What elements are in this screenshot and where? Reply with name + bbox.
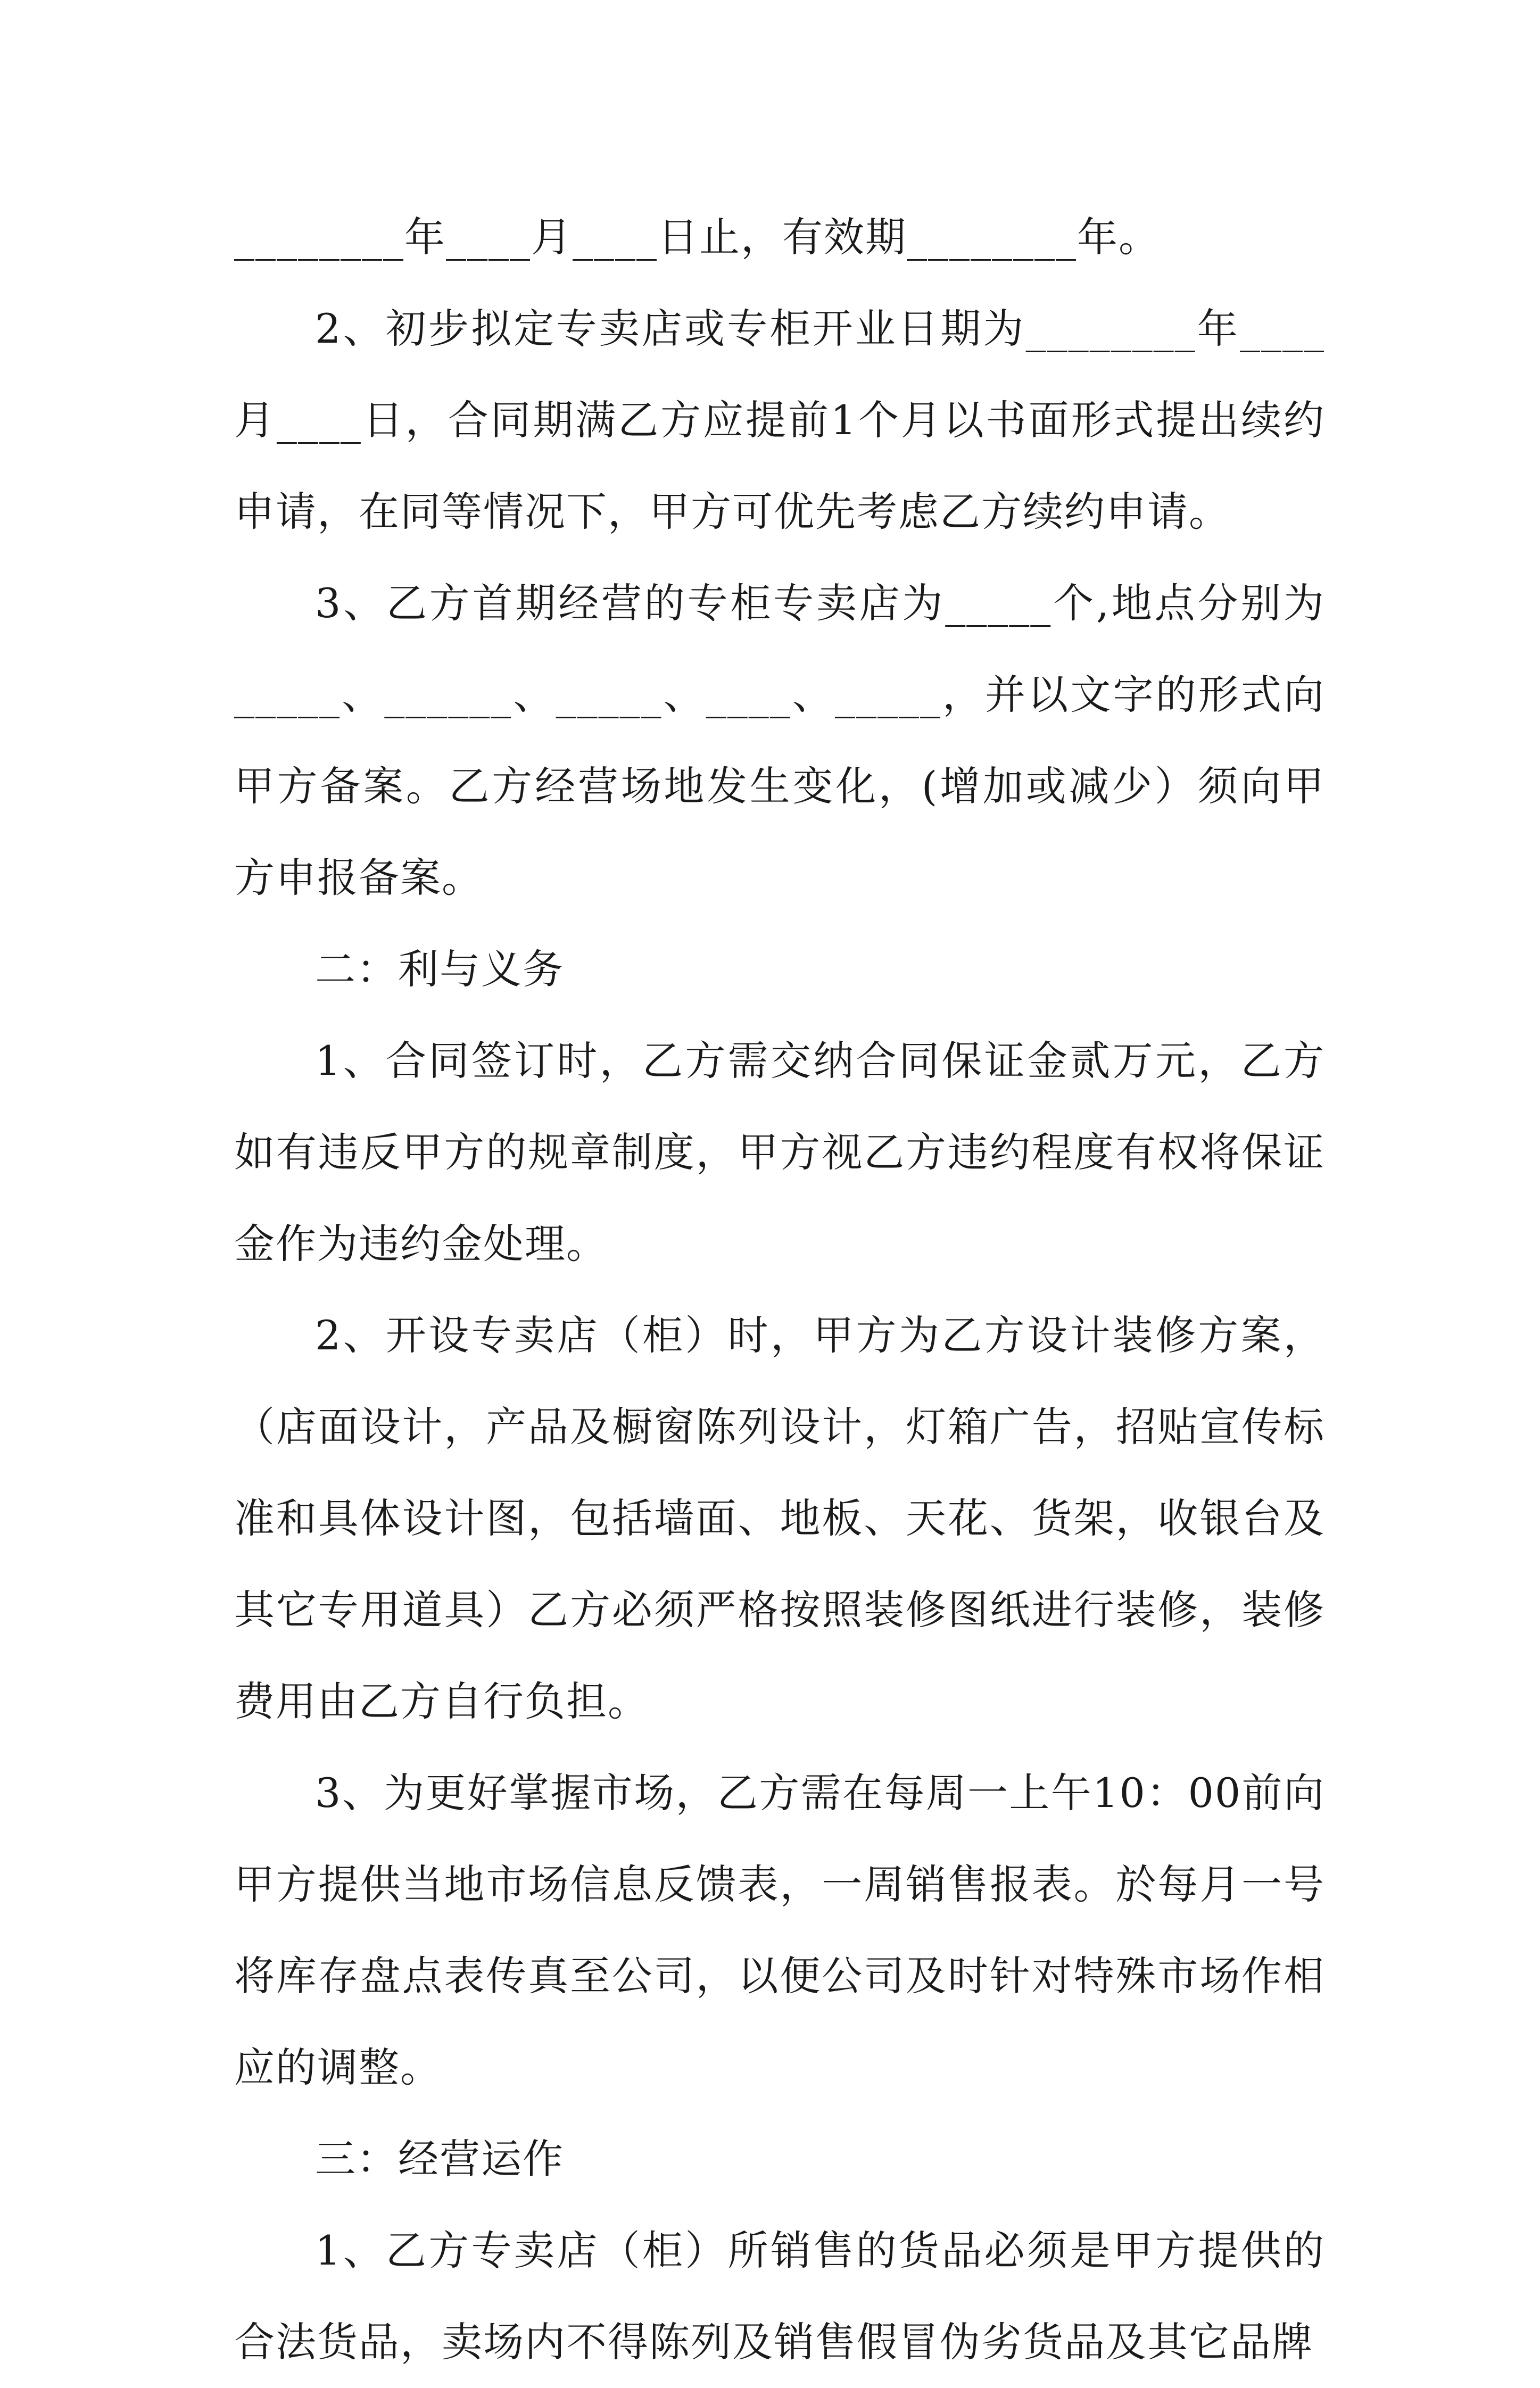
document-body bbox=[234, 192, 1325, 2388]
section-heading-operations: 三：经营运作 bbox=[315, 2135, 564, 2183]
paragraph-opening-date: 2、初步拟定专卖店或专柜开业日期为________年____月____日，合同期满乙方应提前1个月以书面形式提出续约申请，在同等情况下，甲方可优先考虑乙方续约申请。 bbox=[234, 305, 1325, 535]
paragraph-validity-period: ________年____月____日止，有效期________年。 bbox=[234, 213, 1160, 261]
paragraph-decoration: 2、开设专卖店（柜）时，甲方为乙方设计装修方案，（店面设计，产品及橱窗陈列设计，灯箱广告，招贴宣传标准和具体设计图，包括墙面、地板、天花、货架，收银台及其它专用道具）乙方必须严格按照装修图纸进行装修，装修费用由乙方自行负担。 bbox=[234, 1312, 1325, 1725]
paragraph-store-locations: 3、乙方首期经营的专柜专卖店为_____个,地点分别为_____、______、_____、____、_____，并以文字的形式向甲方备案。乙方经营场地发生变化，(增加或减少）须向甲方申报备案。 bbox=[234, 579, 1325, 901]
section-heading-rights-obligations: 二：利与义务 bbox=[315, 946, 564, 993]
paragraph-deposit: 1、合同签订时，乙方需交纳合同保证金贰万元，乙方如有违反甲方的规章制度，甲方视乙方违约程度有权将保证金作为违约金处理。 bbox=[234, 1037, 1325, 1267]
paragraph-goods: 1、乙方专卖店（柜）所销售的货品必须是甲方提供的合法货品，卖场内不得陈列及销售假冒伪劣货品及其它品牌 bbox=[234, 2227, 1325, 2366]
paragraph-market-reports: 3、为更好掌握市场，乙方需在每周一上午10：00前向甲方提供当地市场信息反馈表，一周销售报表。於每月一号将库存盘点表传真至公司，以便公司及时针对特殊市场作相应的调整。 bbox=[234, 1769, 1325, 2091]
